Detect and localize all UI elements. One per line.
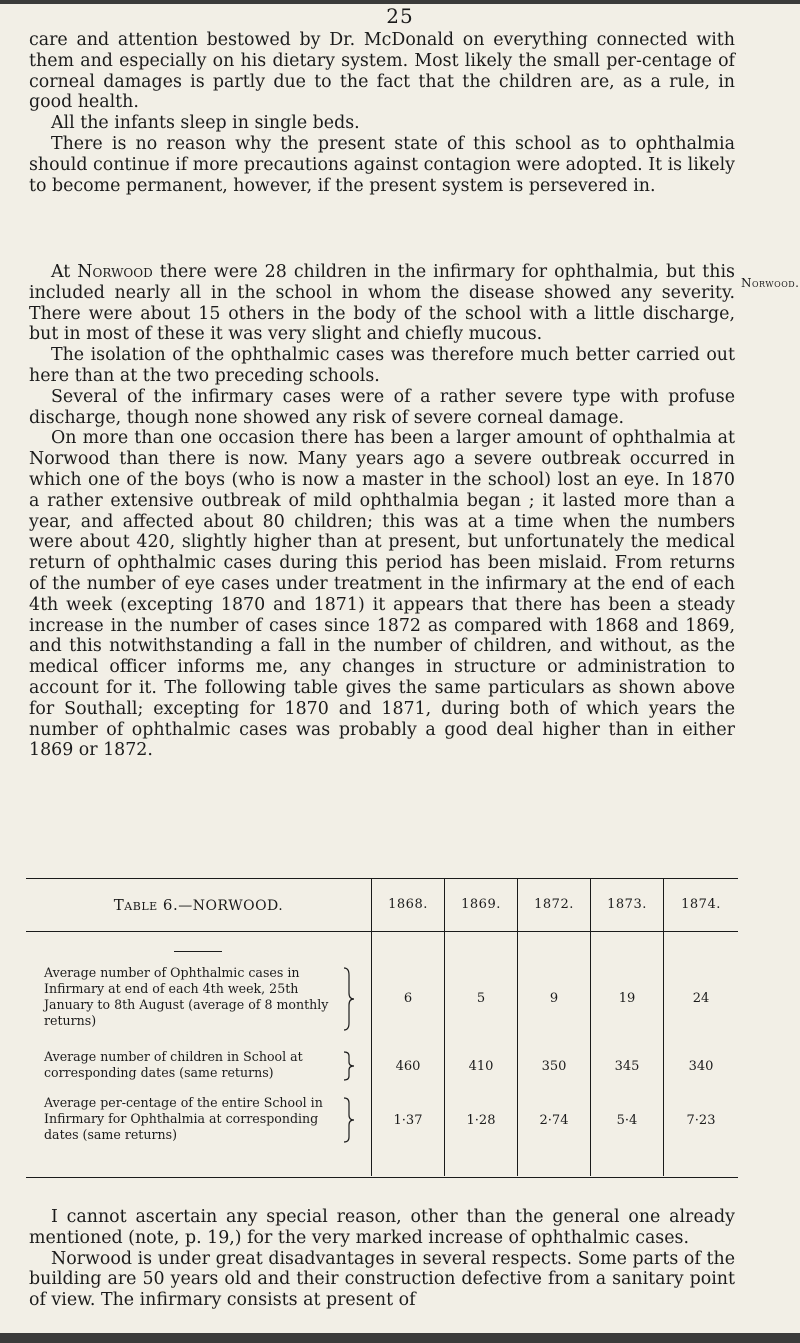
paragraph: Several of the infirmary cases were of a rather severe type with profuse discharge, though none showed any risk of severe corneal damage. <box>29 386 735 428</box>
paragraph: All the infants sleep in single beds. <box>51 113 360 134</box>
row-label: Average per-centage of the entire School in Infirmary for Ophthalmia at corresponding dates (same returns) <box>44 1095 323 1142</box>
table-cell: 5·4 <box>616 1113 638 1128</box>
marginal-note: Norwood. <box>741 276 800 290</box>
year-header: 1872. <box>534 897 574 912</box>
table-cell: 5 <box>476 991 486 1006</box>
table-cell: 19 <box>618 991 636 1006</box>
brace-icon <box>342 1097 356 1143</box>
table-cell: 460 <box>395 1059 421 1074</box>
paragraph-rest: there were 28 children in the infirmary for ophthalmia, but this included nearly all in the school in whom the disease showed any severity. There were about 15 others in the body of the school with a little discharge, but in most of these it was very slight and chiefly mucous. <box>29 262 735 345</box>
table-cell: 345 <box>614 1059 640 1074</box>
year-header: 1869. <box>461 897 501 912</box>
table-cell: 24 <box>692 991 710 1006</box>
table-cell: 1·37 <box>393 1113 423 1128</box>
row-label: Average number of Ophthalmic cases in Infirmary at end of each 4th week, 25th January to 8th August (average of 8 monthly returns) <box>44 965 329 1028</box>
year-header: 1874. <box>681 897 721 912</box>
table-cell: 9 <box>549 991 559 1006</box>
table-caption <box>26 879 371 931</box>
table-cell: 340 <box>688 1059 714 1074</box>
paragraph: The isolation of the ophthalmic cases was therefore much better carried out here than at the two preceding schools. <box>29 345 735 386</box>
text-block-bottom <box>29 1207 735 1311</box>
bottom-rule <box>0 1333 800 1343</box>
page-number: 25 <box>386 4 414 28</box>
paragraph: Norwood is under great disadvantages in several respects. Some parts of the building are 50 years old and their construction defective from a sanitary point of view. The infirmary consists at present of <box>29 1248 735 1311</box>
table-cell: 1·28 <box>466 1113 496 1128</box>
place-name: Norwood <box>77 262 153 282</box>
text-block-middle <box>29 262 735 761</box>
table-caption-title: —NORWOOD. <box>178 898 284 914</box>
brace-icon <box>342 967 356 1031</box>
caption-underline <box>174 951 222 952</box>
paragraph: I cannot ascertain any special reason, other than the general one already mentioned (note, p. 19,) for the very marked increase of ophthalmic cases. <box>29 1207 735 1248</box>
year-header: 1873. <box>607 897 647 912</box>
paragraph: There is no reason why the present state of this school as to ophthalmia should continue if more precautions against contagion were adopted. It is likely to become permanent, however, if the present system is persevered in. <box>29 133 735 196</box>
paragraph: care and attention bestowed by Dr. McDonald on everything connected with them and especially on his dietary system. Most likely the small per-centage of corneal damages is partly due to the fact that the children are, as a rule, in good health. <box>29 30 735 113</box>
year-header: 1868. <box>388 897 428 912</box>
table-cell: 350 <box>541 1059 567 1074</box>
paragraph: On more than one occasion there has been a larger amount of ophthalmia at Norwood than there is now. Many years ago a severe outbreak occurred in which one of the boys (who is now a master in the school) lost an eye. In 1870 a rather extensive outbreak of mild ophthalmia began ; it lasted more than a year, and affected about 80 children; this was at a time when the numbers were about 420, slightly higher than at present, but unfortunately the medical return of ophthalmic cases during this period has been mislaid. From returns of the number of eye cases under treatment in the infirmary at the end of each 4th week (excepting 1870 and 1871) it appears that there has been a steady increase in the number of cases since 1872 as compared with 1868 and 1869, and this notwithstanding a fall in the number of children, and without, as the medical officer informs me, any changes in structure or administration to account for it. The following table gives the same particulars as shown above for Southall; excepting for 1870 and 1871, during both of which years the number of ophthalmic cases was probably a good deal higher than in either 1869 or 1872. <box>29 428 735 761</box>
norwood-paragraph <box>29 262 735 345</box>
row-label: Average number of children in School at corresponding dates (same returns) <box>44 1049 303 1080</box>
text-block-top <box>29 30 735 196</box>
table-cell: 2·74 <box>539 1113 569 1128</box>
table-cell: 7·23 <box>686 1113 716 1128</box>
brace-icon <box>342 1051 356 1081</box>
norwood-table <box>26 878 738 1178</box>
table-caption-prefix: Table 6. <box>113 896 179 914</box>
table-cell: 410 <box>468 1059 494 1074</box>
paragraph-lead: At <box>51 262 78 282</box>
table-cell: 6 <box>403 991 413 1006</box>
